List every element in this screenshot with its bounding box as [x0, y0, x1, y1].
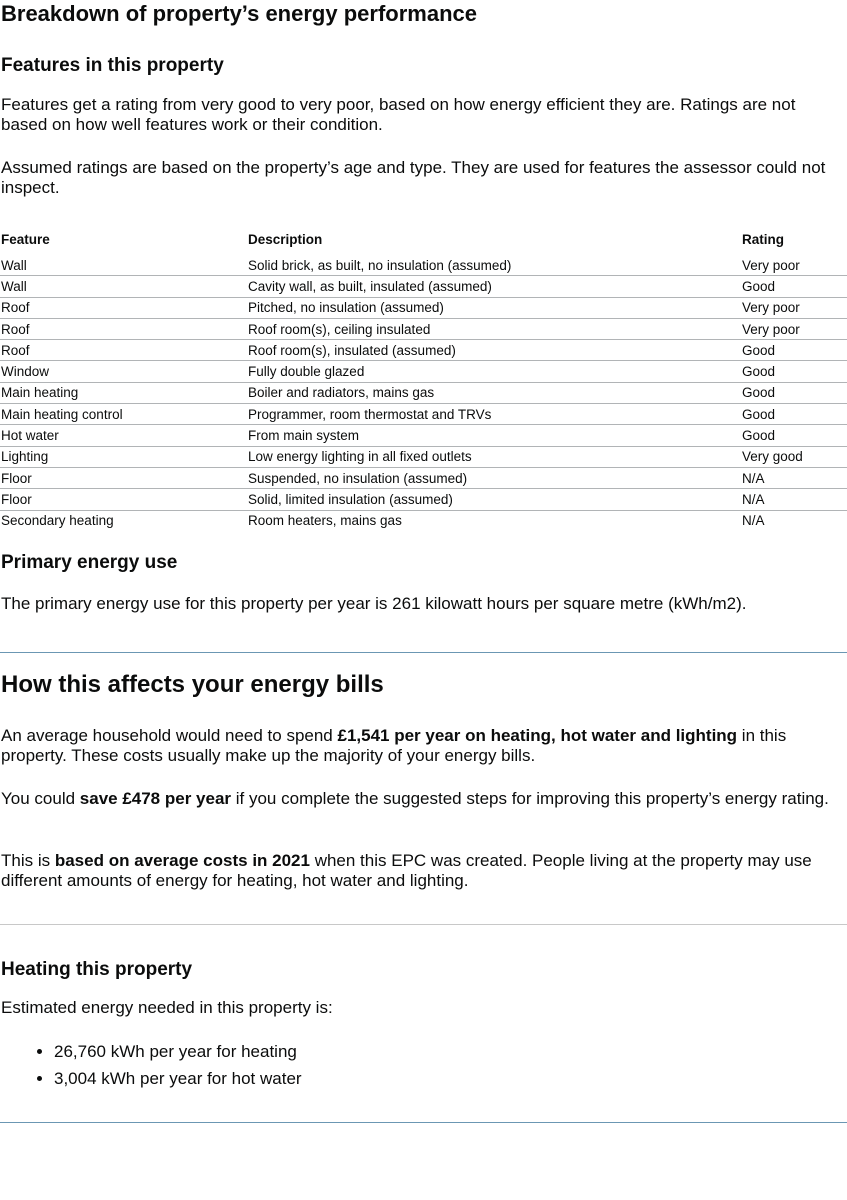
table-row [0, 467, 847, 488]
rating-cell: Very poor [741, 297, 847, 318]
description-cell: Programmer, room thermostat and TRVs [247, 404, 741, 425]
table-header-row [0, 228, 847, 255]
table-row [0, 425, 847, 446]
bills-p2-text: You could [1, 789, 80, 808]
feature-cell: Hot water [0, 425, 247, 446]
rating-cell: Good [741, 276, 847, 297]
feature-cell: Lighting [0, 446, 247, 467]
description-cell: Suspended, no insulation (assumed) [247, 467, 741, 488]
description-cell: From main system [247, 425, 741, 446]
bills-p3-emphasis: based on average costs in 2021 [54, 851, 310, 870]
rating-cell: Very poor [741, 255, 847, 276]
bills-p1-emphasis: £1,541 per year on heating, hot water and lighting [337, 726, 738, 745]
table-row [0, 404, 847, 425]
table-row [0, 361, 847, 382]
bills-p3-text: This is [1, 851, 55, 870]
bills-paragraph-3 [1, 851, 846, 891]
rating-cell: Good [741, 382, 847, 403]
page-title: Breakdown of property’s energy performance [1, 1, 477, 26]
description-cell: Roof room(s), insulated (assumed) [247, 340, 741, 361]
feature-cell: Floor [0, 467, 247, 488]
rating-cell: N/A [741, 489, 847, 510]
bills-paragraph-2 [1, 789, 846, 809]
description-cell: Pitched, no insulation (assumed) [247, 297, 741, 318]
column-header-rating: Rating [742, 231, 784, 247]
rating-cell: Very good [741, 446, 847, 467]
feature-cell: Window [0, 361, 247, 382]
bills-p2-emphasis: save £478 per year [79, 789, 232, 808]
feature-cell: Roof [0, 340, 247, 361]
primary-energy-heading: Primary energy use [1, 552, 178, 573]
rating-cell: Good [741, 425, 847, 446]
primary-energy-text: The primary energy use for this property per year is 261 kilowatt hours per square metre (kWh/m2). [1, 594, 747, 613]
list-item: • 26,760 kWh per year for heating [54, 1038, 302, 1065]
bills-paragraph-1 [1, 726, 846, 766]
energy-needed-list [0, 1038, 302, 1092]
feature-cell: Main heating control [0, 404, 247, 425]
table-row [0, 510, 847, 531]
heating-intro: Estimated energy needed in this property is: [1, 998, 333, 1017]
description-cell: Cavity wall, as built, insulated (assumed) [247, 276, 741, 297]
table-row [0, 297, 847, 318]
list-item: • 3,004 kWh per year for hot water [54, 1065, 302, 1092]
feature-cell: Wall [0, 255, 247, 276]
bills-p3-text-end: when this EPC was created. People living at the property may use different amounts of energy for heating, hot water and lighting. [1, 851, 812, 890]
feature-cell: Roof [0, 318, 247, 339]
column-header-feature: Feature [1, 231, 50, 247]
rating-cell: N/A [741, 467, 847, 488]
description-cell: Fully double glazed [247, 361, 741, 382]
section-divider [0, 924, 847, 925]
rating-cell: Good [741, 404, 847, 425]
description-cell: Low energy lighting in all fixed outlets [247, 446, 741, 467]
section-divider [0, 1122, 847, 1123]
features-intro-1: Features get a rating from very good to very poor, based on how energy efficient they are. Ratings are not based on how well features work or their condition. [1, 95, 796, 134]
bills-p1-text-end: in this property. These costs usually make up the majority of your energy bills. [1, 726, 787, 765]
description-cell: Roof room(s), ceiling insulated [247, 318, 741, 339]
table-row [0, 446, 847, 467]
rating-cell: Very poor [741, 318, 847, 339]
feature-cell: Secondary heating [1, 513, 114, 529]
features-heading: Features in this property [1, 55, 224, 76]
table-row [0, 382, 847, 403]
column-header-description: Description [248, 231, 323, 247]
energy-bills-heading: How this affects your energy bills [1, 671, 384, 698]
rating-cell: Good [741, 340, 847, 361]
feature-cell: Floor [0, 489, 247, 510]
rating-cell: Good [741, 361, 847, 382]
feature-cell: Roof [0, 297, 247, 318]
heating-heading: Heating this property [1, 959, 193, 980]
table-row [0, 489, 847, 510]
table-row [0, 340, 847, 361]
feature-cell: Wall [0, 276, 247, 297]
section-divider [0, 652, 847, 653]
features-intro-2: Assumed ratings are based on the property’s age and type. They are used for features the assessor could not inspect. [1, 158, 826, 197]
description-cell: Solid brick, as built, no insulation (assumed) [247, 255, 741, 276]
features-table [0, 228, 847, 531]
rating-cell: N/A [742, 513, 765, 529]
feature-cell: Main heating [0, 382, 247, 403]
table-row [0, 318, 847, 339]
table-row [0, 255, 847, 276]
description-cell: Solid, limited insulation (assumed) [247, 489, 741, 510]
description-cell: Room heaters, mains gas [248, 513, 402, 529]
bills-p1-text: An average household would need to spend [1, 726, 338, 745]
bills-p2-text-end: if you complete the suggested steps for improving this property’s energy rating. [231, 789, 829, 808]
table-row [0, 276, 847, 297]
description-cell: Boiler and radiators, mains gas [247, 382, 741, 403]
